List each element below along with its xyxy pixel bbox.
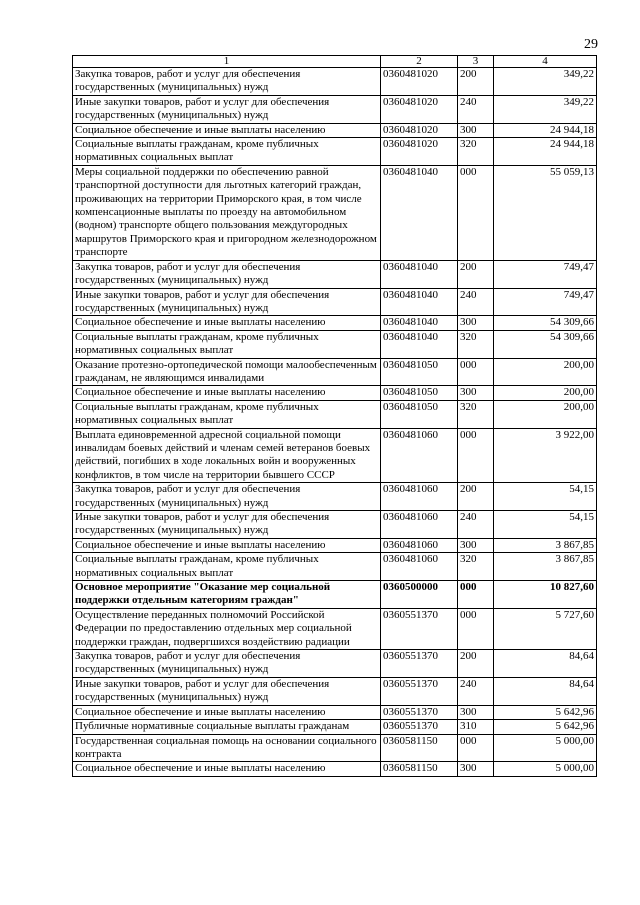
table-row <box>73 288 597 316</box>
row-amount: 84,64 <box>494 650 597 678</box>
row-name: Государственная социальная помощь на основании социального контракта <box>73 734 381 762</box>
row-name: Закупка товаров, работ и услуг для обеспечения государственных (муниципальных) нужд <box>73 260 381 288</box>
table-row <box>73 428 597 483</box>
row-name: Иные закупки товаров, работ и услуг для обеспечения государственных (муниципальных) нужд <box>73 677 381 705</box>
row-code: 0360481040 <box>381 260 458 288</box>
row-name: Социальное обеспечение и иные выплаты населению <box>73 123 381 137</box>
row-name: Осуществление переданных полномочий Российской Федерации по предоставлению отдельных мер социальной поддержки граждан, подвергшихся воздействию радиации <box>73 608 381 649</box>
row-amount: 5 642,96 <box>494 705 597 719</box>
row-code: 0360481050 <box>381 400 458 428</box>
row-type: 300 <box>458 762 494 776</box>
row-name: Закупка товаров, работ и услуг для обеспечения государственных (муниципальных) нужд <box>73 483 381 511</box>
table-row <box>73 138 597 166</box>
table-row-main-event <box>73 581 597 609</box>
row-type: 000 <box>458 608 494 649</box>
row-code: 0360551370 <box>381 677 458 705</box>
row-code: 0360481050 <box>381 386 458 400</box>
header-cell-code: 2 <box>381 56 458 68</box>
table-row <box>73 165 597 260</box>
table-row <box>73 650 597 678</box>
row-name: Социальные выплаты гражданам, кроме публичных нормативных социальных выплат <box>73 330 381 358</box>
row-amount: 3 867,85 <box>494 538 597 552</box>
row-code: 0360481040 <box>381 165 458 260</box>
table-row <box>73 762 597 776</box>
row-amount: 3 867,85 <box>494 553 597 581</box>
row-amount: 200,00 <box>494 400 597 428</box>
row-code: 0360481040 <box>381 316 458 330</box>
row-code: 0360481060 <box>381 553 458 581</box>
row-type: 000 <box>458 581 494 609</box>
row-name: Иные закупки товаров, работ и услуг для обеспечения государственных (муниципальных) нужд <box>73 288 381 316</box>
table-row <box>73 95 597 123</box>
header-cell-amount: 4 <box>494 56 597 68</box>
row-code: 0360481060 <box>381 538 458 552</box>
row-code: 0360481040 <box>381 288 458 316</box>
row-amount: 5 000,00 <box>494 734 597 762</box>
row-name: Выплата единовременной адресной социальной помощи инвалидам боевых действий и членам семей ветеранов боевых действий, погибших в ходе локальных войн и вооруженных конфликтов, в том числе на территории бывшего СССР <box>73 428 381 483</box>
table-row <box>73 677 597 705</box>
row-name: Иные закупки товаров, работ и услуг для обеспечения государственных (муниципальных) нужд <box>73 511 381 539</box>
row-type: 320 <box>458 330 494 358</box>
row-amount: 349,22 <box>494 68 597 96</box>
table-row <box>73 316 597 330</box>
row-name: Основное мероприятие "Оказание мер социальной поддержки отдельным категориям граждан" <box>73 581 381 609</box>
table-row <box>73 400 597 428</box>
row-amount: 5 642,96 <box>494 720 597 734</box>
row-type: 000 <box>458 734 494 762</box>
row-name: Социальные выплаты гражданам, кроме публичных нормативных социальных выплат <box>73 138 381 166</box>
row-name: Иные закупки товаров, работ и услуг для обеспечения государственных (муниципальных) нужд <box>73 95 381 123</box>
table-row <box>73 330 597 358</box>
row-code: 0360481060 <box>381 483 458 511</box>
row-code: 0360551370 <box>381 608 458 649</box>
row-amount: 3 922,00 <box>494 428 597 483</box>
row-type: 000 <box>458 165 494 260</box>
table-row <box>73 358 597 386</box>
row-type: 300 <box>458 123 494 137</box>
row-type: 240 <box>458 677 494 705</box>
row-name: Социальное обеспечение и иные выплаты населению <box>73 316 381 330</box>
row-code: 0360481020 <box>381 95 458 123</box>
table-row <box>73 68 597 96</box>
row-name: Социальное обеспечение и иные выплаты населению <box>73 538 381 552</box>
row-name: Публичные нормативные социальные выплаты гражданам <box>73 720 381 734</box>
row-amount: 54 309,66 <box>494 316 597 330</box>
row-amount: 5 727,60 <box>494 608 597 649</box>
row-type: 300 <box>458 538 494 552</box>
row-code: 0360481040 <box>381 330 458 358</box>
row-amount: 10 827,60 <box>494 581 597 609</box>
row-amount: 24 944,18 <box>494 123 597 137</box>
row-code: 0360481050 <box>381 358 458 386</box>
table-row <box>73 123 597 137</box>
row-amount: 749,47 <box>494 288 597 316</box>
table-header-row <box>73 56 597 68</box>
row-amount: 54,15 <box>494 511 597 539</box>
row-amount: 84,64 <box>494 677 597 705</box>
table-row <box>73 386 597 400</box>
row-type: 240 <box>458 511 494 539</box>
row-amount: 54 309,66 <box>494 330 597 358</box>
row-code: 0360581150 <box>381 762 458 776</box>
table-row <box>73 538 597 552</box>
row-amount: 200,00 <box>494 386 597 400</box>
row-type: 320 <box>458 553 494 581</box>
row-type: 320 <box>458 138 494 166</box>
row-amount: 24 944,18 <box>494 138 597 166</box>
table-row <box>73 553 597 581</box>
table-row <box>73 483 597 511</box>
row-code: 0360500000 <box>381 581 458 609</box>
row-type: 200 <box>458 260 494 288</box>
row-name: Социальные выплаты гражданам, кроме публичных нормативных социальных выплат <box>73 553 381 581</box>
row-code: 0360481020 <box>381 138 458 166</box>
row-type: 300 <box>458 316 494 330</box>
row-code: 0360551370 <box>381 720 458 734</box>
row-type: 200 <box>458 68 494 96</box>
row-type: 200 <box>458 483 494 511</box>
row-type: 240 <box>458 95 494 123</box>
header-cell-type: 3 <box>458 56 494 68</box>
table-row <box>73 260 597 288</box>
row-type: 240 <box>458 288 494 316</box>
row-type: 000 <box>458 428 494 483</box>
row-code: 0360551370 <box>381 705 458 719</box>
row-name: Социальное обеспечение и иные выплаты населению <box>73 386 381 400</box>
table-row <box>73 720 597 734</box>
row-amount: 749,47 <box>494 260 597 288</box>
row-name: Социальное обеспечение и иные выплаты населению <box>73 762 381 776</box>
table-row <box>73 705 597 719</box>
row-code: 0360581150 <box>381 734 458 762</box>
row-code: 0360481020 <box>381 123 458 137</box>
row-code: 0360481020 <box>381 68 458 96</box>
table-row <box>73 608 597 649</box>
row-type: 300 <box>458 386 494 400</box>
row-amount: 5 000,00 <box>494 762 597 776</box>
row-type: 320 <box>458 400 494 428</box>
row-name: Социальное обеспечение и иные выплаты населению <box>73 705 381 719</box>
row-name: Закупка товаров, работ и услуг для обеспечения государственных (муниципальных) нужд <box>73 650 381 678</box>
row-code: 0360481060 <box>381 428 458 483</box>
row-amount: 200,00 <box>494 358 597 386</box>
row-type: 200 <box>458 650 494 678</box>
row-name: Социальные выплаты гражданам, кроме публичных нормативных социальных выплат <box>73 400 381 428</box>
row-type: 310 <box>458 720 494 734</box>
row-code: 0360551370 <box>381 650 458 678</box>
row-type: 000 <box>458 358 494 386</box>
row-type: 300 <box>458 705 494 719</box>
row-amount: 54,15 <box>494 483 597 511</box>
header-cell-name: 1 <box>73 56 381 68</box>
row-name: Оказание протезно-ортопедической помощи малообеспеченным гражданам, не являющимся инвалидами <box>73 358 381 386</box>
budget-table <box>72 55 597 777</box>
row-amount: 55 059,13 <box>494 165 597 260</box>
table-row <box>73 511 597 539</box>
table-row <box>73 734 597 762</box>
page-number: 29 <box>584 37 598 52</box>
row-name: Меры социальной поддержки по обеспечению равной транспортной доступности для льготных категорий граждан, проживающих на территории Приморского края, в том числе компенсационные выплаты по проезду на автомобильном (водном) транспорте общего пользования междугородных маршрутов Приморского края и пригородном железнодорожном транспорте <box>73 165 381 260</box>
row-code: 0360481060 <box>381 511 458 539</box>
row-amount: 349,22 <box>494 95 597 123</box>
row-name: Закупка товаров, работ и услуг для обеспечения государственных (муниципальных) нужд <box>73 68 381 96</box>
